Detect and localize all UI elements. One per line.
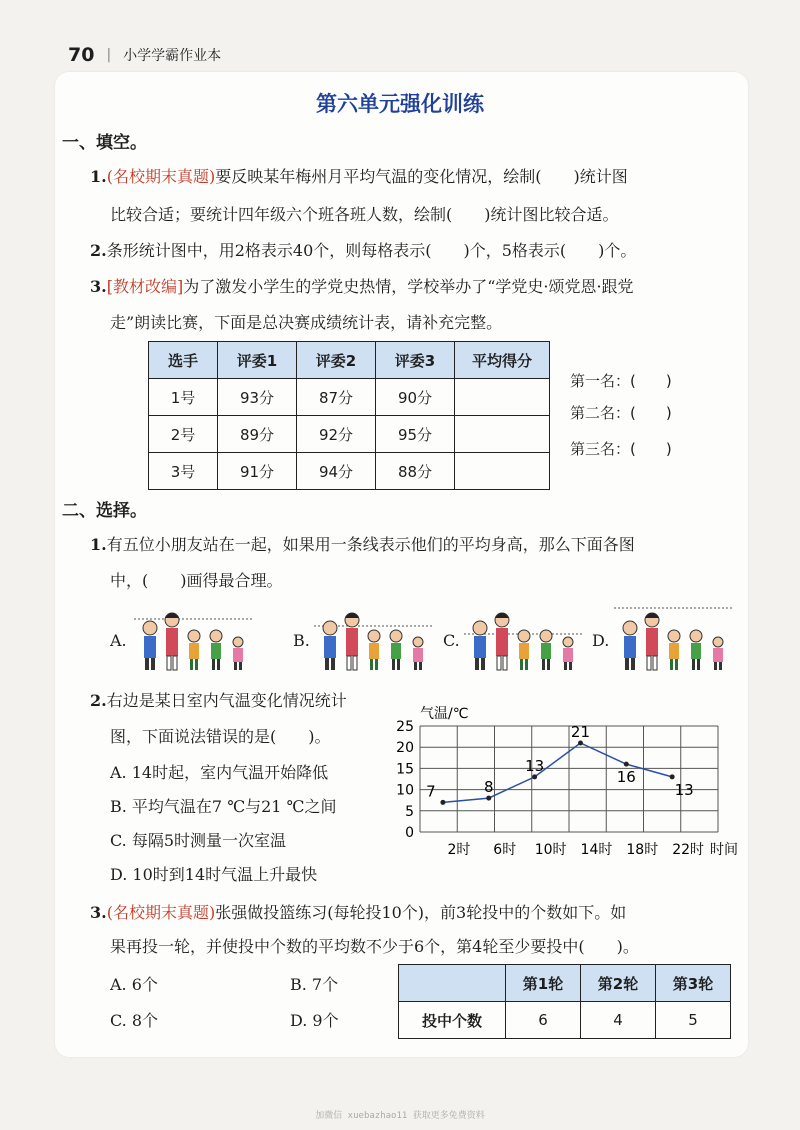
kid-figure — [518, 630, 530, 670]
table-cell: 94分 — [297, 453, 376, 490]
x-tick-label: 2时 — [447, 842, 471, 858]
footer-watermark: 加微信 xuebazhao11 获取更多免费资料 — [315, 1111, 485, 1121]
s2q3-option-c[interactable]: C. 8个 — [110, 1011, 159, 1030]
kid-figure — [623, 621, 637, 670]
option-c-label[interactable]: C. — [443, 631, 460, 650]
data-point — [532, 774, 537, 779]
data-label: 13 — [525, 756, 545, 775]
s2q3-line1 — [90, 902, 626, 924]
table-row — [399, 1002, 731, 1039]
s2q3-option-a[interactable]: A. 6个 — [110, 975, 158, 994]
table-cell: 87分 — [297, 379, 376, 416]
q1-tag: (名校期末真题) — [106, 167, 216, 186]
s2q1-number: 1. — [90, 535, 107, 554]
kid-figure — [495, 613, 509, 670]
kid-figure — [668, 630, 680, 670]
table-row — [149, 416, 550, 453]
answer-cell[interactable] — [455, 416, 550, 453]
data-point — [578, 740, 583, 745]
kid-figure — [690, 630, 702, 670]
s2q3-number: 3. — [90, 903, 107, 922]
table-cell: 2号 — [149, 416, 218, 453]
chart-x-label: 时间 — [710, 842, 738, 858]
x-tick-label: 18时 — [626, 842, 659, 858]
kid-figure — [165, 613, 179, 670]
data-point — [486, 796, 491, 801]
header-cell: 评委2 — [297, 342, 376, 379]
y-tick-label: 0 — [405, 825, 414, 841]
page-number: 70 — [68, 44, 95, 66]
kid-figure — [390, 630, 402, 670]
chart-points — [440, 740, 674, 804]
q3-number: 3. — [90, 277, 107, 296]
kids-illustration-b — [312, 606, 436, 674]
y-tick-label: 15 — [396, 761, 414, 778]
q2-number: 2. — [90, 241, 107, 260]
table-cell: 91分 — [218, 453, 297, 490]
data-point — [440, 800, 445, 805]
basketball-table-header-row — [399, 965, 731, 1002]
x-tick-label: 22时 — [672, 842, 705, 858]
s2q2-line2: 图，下面说法错误的是( )。 — [110, 727, 331, 746]
table-row — [149, 379, 550, 416]
book-title: 小学学霸作业本 — [123, 48, 222, 64]
y-tick-label: 20 — [396, 740, 414, 757]
score-table-header-row — [149, 342, 550, 379]
kid-figure — [645, 613, 659, 670]
q1-number: 1. — [90, 167, 107, 186]
kid-figure — [345, 613, 359, 670]
kids-illustration-d — [612, 606, 736, 674]
chart-y-label: 气温/℃ — [420, 706, 469, 722]
table-cell: 88分 — [376, 453, 455, 490]
q2-text: 条形统计图中，用2格表示40个，则每格表示( )个，5格表示( )个。 — [106, 241, 637, 260]
option-a-label[interactable]: A. — [110, 631, 127, 650]
s2q1-line2: 中，( )画得最合理。 — [110, 571, 283, 590]
kid-figure — [210, 630, 222, 670]
kid-figure — [323, 621, 337, 670]
corner-cell — [399, 965, 506, 1002]
s2q3-text1: 张强做投篮练习(每轮投10个)，前3轮投中的个数如下。如 — [215, 903, 627, 922]
q3-tag: [教材改编] — [106, 277, 184, 296]
q1-line1 — [90, 166, 628, 188]
kid-figure — [473, 621, 487, 670]
table-cell: 4 — [581, 1002, 656, 1039]
y-tick-label: 5 — [405, 803, 414, 820]
data-point — [624, 762, 629, 767]
kid-figure — [413, 637, 423, 670]
s2q2-number: 2. — [90, 691, 107, 710]
kid-figure — [368, 630, 380, 670]
section2-heading: 二、选择。 — [62, 501, 147, 521]
header-cell: 选手 — [149, 342, 218, 379]
page-title: 第六单元强化训练 — [316, 92, 484, 116]
data-point — [670, 774, 675, 779]
kids-illustration-c — [462, 606, 586, 674]
answer-cell[interactable] — [455, 379, 550, 416]
header-cell: 评委3 — [376, 342, 455, 379]
s2q2-option-c[interactable]: C. 每隔5时测量一次室温 — [110, 831, 287, 850]
section1-heading: 一、填空。 — [62, 133, 147, 153]
header-separator: | — [106, 47, 112, 63]
table-cell: 5 — [656, 1002, 731, 1039]
chart-data-labels — [426, 723, 694, 800]
row-label: 投中个数 — [399, 1002, 506, 1039]
q1-line2: 比较合适；要统计四年级六个班各班人数，绘制( )统计图比较合适。 — [110, 205, 619, 224]
table-cell: 89分 — [218, 416, 297, 453]
kid-figure — [143, 621, 157, 670]
table-cell: 6 — [506, 1002, 581, 1039]
header-cell: 评委1 — [218, 342, 297, 379]
s2q1-line1 — [90, 534, 635, 556]
option-b-label[interactable]: B. — [293, 631, 310, 650]
rank-first: 第一名：( ) — [570, 372, 672, 390]
header-cell: 第1轮 — [506, 965, 581, 1002]
table-row — [149, 453, 550, 490]
answer-cell[interactable] — [455, 453, 550, 490]
basketball-table — [398, 964, 731, 1039]
data-label: 13 — [674, 780, 694, 799]
s2q2-text1: 右边是某日室内气温变化情况统计 — [106, 691, 347, 710]
s2q3-option-d[interactable]: D. 9个 — [290, 1011, 339, 1030]
chart-y-ticks — [396, 719, 414, 841]
s2q2-option-b[interactable]: B. 平均气温在7 ℃与21 ℃之间 — [110, 797, 337, 816]
kid-figure — [233, 637, 243, 670]
s2q2-option-d[interactable]: D. 10时到14时气温上升最快 — [110, 865, 318, 884]
y-tick-label: 25 — [396, 719, 414, 735]
table-cell: 93分 — [218, 379, 297, 416]
chart-series-line — [443, 743, 672, 802]
kid-figure — [540, 630, 552, 670]
chart-x-ticks — [447, 842, 704, 858]
table-cell: 95分 — [376, 416, 455, 453]
y-tick-label: 10 — [396, 782, 414, 799]
x-tick-label: 10时 — [534, 842, 567, 858]
kid-figure — [563, 637, 573, 670]
s2q3-tag: (名校期末真题) — [106, 903, 216, 922]
s2q2-option-a[interactable]: A. 14时起，室内气温开始降低 — [110, 763, 329, 782]
option-d-label[interactable]: D. — [592, 631, 610, 650]
header-cell: 第2轮 — [581, 965, 656, 1002]
s2q3-option-b[interactable]: B. 7个 — [290, 975, 339, 994]
rank-third: 第三名：( ) — [570, 440, 672, 458]
data-label: 16 — [616, 768, 636, 787]
table-cell: 90分 — [376, 379, 455, 416]
page-header — [68, 44, 221, 66]
table-cell: 1号 — [149, 379, 218, 416]
kids-illustration-a — [132, 606, 256, 674]
table-cell: 3号 — [149, 453, 218, 490]
q3-text1: 为了激发小学生的学党史热情，学校举办了“学党史·颂党恩·跟党 — [183, 277, 634, 296]
table-cell: 92分 — [297, 416, 376, 453]
s2q1-text1: 有五位小朋友站在一起，如果用一条线表示他们的平均身高，那么下面各图 — [106, 535, 635, 554]
x-tick-label: 6时 — [493, 842, 517, 858]
q3-line2: 走”朗读比赛，下面是总决赛成绩统计表，请补充完整。 — [110, 313, 503, 332]
rank-second: 第二名：( ) — [570, 404, 672, 422]
temperature-line-chart — [376, 696, 752, 866]
x-tick-label: 14时 — [580, 842, 613, 858]
data-label: 8 — [483, 778, 494, 797]
q3-line1 — [90, 276, 634, 298]
s2q3-line2: 果再投一轮，并使投中个数的平均数不少于6个，第4轮至少要投中( )。 — [110, 937, 639, 956]
header-cell: 第3轮 — [656, 965, 731, 1002]
kid-figure — [713, 637, 723, 670]
q1-text1: 要反映某年梅州月平均气温的变化情况，绘制( )统计图 — [215, 167, 628, 186]
data-label: 7 — [426, 782, 436, 801]
data-label: 21 — [570, 722, 591, 741]
s2q2-line1 — [90, 690, 347, 712]
score-table — [148, 341, 550, 490]
header-cell: 平均得分 — [455, 342, 550, 379]
kid-figure — [188, 630, 200, 670]
q2-line — [90, 240, 636, 262]
